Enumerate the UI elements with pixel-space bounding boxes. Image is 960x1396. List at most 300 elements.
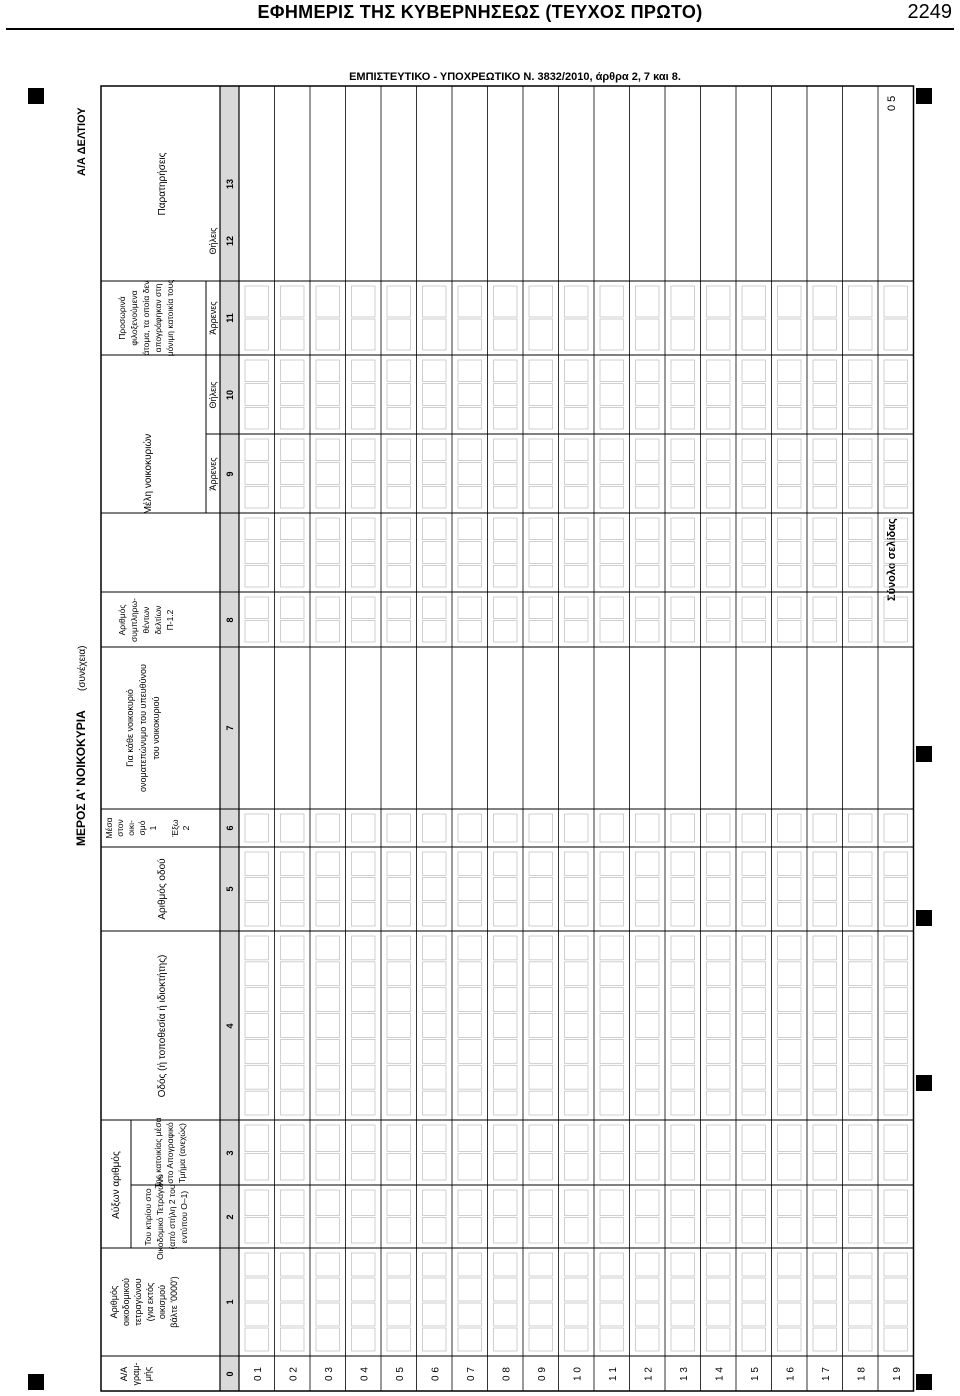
household-census-form bbox=[55, 86, 901, 1391]
entry-box bbox=[707, 962, 731, 986]
table-row-number: 0 6 bbox=[430, 1367, 442, 1381]
header-dwelling-number-text: Τμήμα (ανεχώς) bbox=[177, 1123, 187, 1183]
entry-box bbox=[316, 1065, 340, 1089]
census-form-table bbox=[55, 86, 901, 1391]
entry-box bbox=[423, 565, 447, 587]
entry-box bbox=[565, 1065, 589, 1089]
entry-box bbox=[565, 988, 589, 1012]
entry-box bbox=[281, 1039, 305, 1063]
header-dwelling-number-text: στο Απογραφικό bbox=[165, 1122, 175, 1184]
entry-box bbox=[245, 1039, 269, 1063]
entry-box bbox=[849, 319, 873, 350]
entry-box bbox=[778, 486, 802, 508]
entry-box bbox=[316, 1218, 340, 1244]
entry-box bbox=[565, 518, 589, 540]
entry-box bbox=[671, 384, 695, 406]
entry-box bbox=[281, 439, 305, 461]
entry-box bbox=[281, 597, 305, 619]
entry-box bbox=[600, 962, 624, 986]
header-in-settlement-text: Μέσα bbox=[104, 817, 114, 839]
entry-box bbox=[600, 988, 624, 1012]
entry-box bbox=[742, 1303, 766, 1326]
entry-box bbox=[352, 814, 376, 842]
entry-box bbox=[494, 621, 518, 643]
entry-box bbox=[352, 1253, 376, 1276]
entry-box bbox=[316, 319, 340, 350]
entry-box bbox=[245, 319, 269, 350]
entry-box bbox=[671, 518, 695, 540]
entry-box bbox=[352, 936, 376, 960]
entry-box bbox=[352, 1328, 376, 1351]
entry-box bbox=[245, 962, 269, 986]
entry-box bbox=[707, 463, 731, 485]
entry-box bbox=[742, 962, 766, 986]
entry-box bbox=[281, 486, 305, 508]
entry-box bbox=[742, 988, 766, 1012]
entry-box bbox=[529, 988, 553, 1012]
entry-box bbox=[600, 463, 624, 485]
entry-box bbox=[813, 463, 837, 485]
entry-box bbox=[707, 486, 731, 508]
entry-box bbox=[529, 1328, 553, 1351]
entry-box bbox=[884, 814, 908, 842]
entry-box bbox=[849, 814, 873, 842]
entry-box bbox=[636, 962, 660, 986]
header-in-settlement-text: 2 bbox=[181, 825, 191, 831]
entry-box bbox=[423, 988, 447, 1012]
entry-box bbox=[671, 1065, 695, 1089]
table-row-number: 0 4 bbox=[359, 1367, 371, 1381]
entry-box bbox=[742, 1278, 766, 1301]
entry-box bbox=[458, 1218, 482, 1244]
entry-box bbox=[529, 1154, 553, 1181]
entry-box bbox=[316, 384, 340, 406]
entry-box bbox=[707, 1218, 731, 1244]
entry-box bbox=[387, 286, 411, 317]
entry-box bbox=[565, 384, 589, 406]
column-number: 5 bbox=[225, 886, 235, 892]
entry-box bbox=[778, 319, 802, 350]
page-number: 2249 bbox=[907, 1, 952, 23]
table-row-number: 1 2 bbox=[643, 1367, 655, 1381]
entry-box bbox=[565, 286, 589, 317]
entry-box bbox=[316, 360, 340, 382]
entry-box bbox=[245, 597, 269, 619]
entry-box bbox=[281, 1091, 305, 1115]
registration-marker-top-left bbox=[28, 88, 44, 104]
header-serial-line-text: μής bbox=[143, 1366, 153, 1382]
entry-box bbox=[387, 852, 411, 875]
entry-box bbox=[671, 1190, 695, 1216]
entry-box bbox=[849, 384, 873, 406]
table-row-number: 0 5 bbox=[394, 1367, 406, 1381]
entry-box bbox=[458, 1125, 482, 1152]
entry-box bbox=[671, 1039, 695, 1063]
entry-box bbox=[778, 1190, 802, 1216]
entry-box bbox=[884, 877, 908, 900]
entry-box bbox=[494, 1190, 518, 1216]
confidential-note: ΕΜΠΙΣΤΕΥΤΙΚΟ - ΥΠΟΧΡΕΩΤΙΚΟ Ν. 3832/2010, άρθρα 2, 7 και 8. bbox=[349, 71, 681, 83]
entry-box bbox=[316, 621, 340, 643]
entry-box bbox=[387, 518, 411, 540]
entry-box bbox=[707, 542, 731, 564]
entry-box bbox=[281, 384, 305, 406]
entry-box bbox=[352, 903, 376, 926]
entry-box bbox=[600, 542, 624, 564]
header-temp-guests-text: μόνιμη κατοικία τους bbox=[165, 279, 175, 357]
entry-box bbox=[671, 1328, 695, 1351]
entry-box bbox=[529, 1303, 553, 1326]
entry-box bbox=[245, 1218, 269, 1244]
table-row-number: 1 1 bbox=[607, 1367, 619, 1381]
page-header bbox=[0, 0, 960, 30]
page-total-label: Σύνολο σελίδας bbox=[886, 518, 898, 601]
entry-box bbox=[671, 407, 695, 429]
entry-box bbox=[565, 1218, 589, 1244]
entry-box bbox=[742, 1039, 766, 1063]
entry-box bbox=[316, 286, 340, 317]
entry-box bbox=[707, 1190, 731, 1216]
entry-box bbox=[884, 988, 908, 1012]
entry-box bbox=[387, 1065, 411, 1089]
entry-box bbox=[742, 486, 766, 508]
entry-box bbox=[813, 360, 837, 382]
entry-box bbox=[387, 962, 411, 986]
entry-box bbox=[600, 852, 624, 875]
entry-box bbox=[671, 1154, 695, 1181]
entry-box bbox=[565, 1125, 589, 1152]
entry-box bbox=[316, 1154, 340, 1181]
entry-box bbox=[352, 1154, 376, 1181]
entry-box bbox=[884, 286, 908, 317]
entry-box bbox=[245, 407, 269, 429]
entry-box bbox=[529, 439, 553, 461]
entry-box bbox=[494, 384, 518, 406]
entry-box bbox=[316, 1190, 340, 1216]
entry-box bbox=[778, 814, 802, 842]
header-dwelling-number-text: Της κατοικίας μέσα bbox=[153, 1117, 163, 1189]
entry-box bbox=[884, 1253, 908, 1276]
entry-box bbox=[494, 962, 518, 986]
entry-box bbox=[849, 903, 873, 926]
entry-box bbox=[387, 988, 411, 1012]
entry-box bbox=[671, 486, 695, 508]
entry-box bbox=[884, 407, 908, 429]
entry-box bbox=[316, 877, 340, 900]
entry-box bbox=[352, 565, 376, 587]
entry-box bbox=[494, 565, 518, 587]
entry-box bbox=[884, 1154, 908, 1181]
entry-box bbox=[778, 1303, 802, 1326]
entry-box bbox=[742, 1328, 766, 1351]
entry-box bbox=[849, 360, 873, 382]
entry-box bbox=[849, 1014, 873, 1038]
entry-box bbox=[671, 814, 695, 842]
entry-box bbox=[884, 852, 908, 875]
entry-box bbox=[707, 384, 731, 406]
entry-box bbox=[813, 962, 837, 986]
header-members-males: Άρρενες bbox=[208, 457, 218, 491]
entry-box bbox=[742, 1218, 766, 1244]
entry-box bbox=[352, 1091, 376, 1115]
entry-box bbox=[458, 384, 482, 406]
entry-box bbox=[600, 1039, 624, 1063]
entry-box bbox=[884, 1125, 908, 1152]
entry-box bbox=[813, 1328, 837, 1351]
entry-box bbox=[458, 1039, 482, 1063]
entry-box bbox=[671, 463, 695, 485]
entry-box bbox=[671, 903, 695, 926]
entry-box bbox=[600, 814, 624, 842]
header-street-number-text: Αριθμός οδού bbox=[157, 858, 168, 920]
header-serial-line-text: γραμ- bbox=[131, 1362, 141, 1386]
entry-box bbox=[352, 621, 376, 643]
entry-box bbox=[671, 1125, 695, 1152]
entry-box bbox=[423, 286, 447, 317]
entry-box bbox=[707, 286, 731, 317]
entry-box bbox=[813, 1014, 837, 1038]
entry-box bbox=[387, 1303, 411, 1326]
entry-box bbox=[281, 542, 305, 564]
entry-box bbox=[423, 852, 447, 875]
entry-box bbox=[707, 319, 731, 350]
entry-box bbox=[281, 565, 305, 587]
entry-box bbox=[778, 988, 802, 1012]
entry-box bbox=[423, 936, 447, 960]
entry-box bbox=[316, 814, 340, 842]
entry-box bbox=[387, 319, 411, 350]
column-number: 1 bbox=[225, 1299, 235, 1305]
entry-box bbox=[742, 384, 766, 406]
entry-box bbox=[387, 877, 411, 900]
entry-box bbox=[281, 407, 305, 429]
entry-box bbox=[778, 1154, 802, 1181]
entry-box bbox=[778, 565, 802, 587]
entry-box bbox=[458, 1091, 482, 1115]
entry-box bbox=[529, 486, 553, 508]
entry-box bbox=[600, 286, 624, 317]
entry-box bbox=[352, 1039, 376, 1063]
entry-box bbox=[813, 565, 837, 587]
entry-box bbox=[281, 286, 305, 317]
entry-box bbox=[778, 1091, 802, 1115]
entry-box bbox=[316, 597, 340, 619]
entry-box bbox=[529, 463, 553, 485]
table-row-number: 1 6 bbox=[785, 1367, 797, 1381]
entry-box bbox=[565, 1091, 589, 1115]
entry-box bbox=[387, 407, 411, 429]
entry-box bbox=[529, 1253, 553, 1276]
entry-box bbox=[671, 565, 695, 587]
entry-box bbox=[494, 936, 518, 960]
entry-box bbox=[245, 1253, 269, 1276]
entry-box bbox=[458, 1278, 482, 1301]
entry-box bbox=[352, 877, 376, 900]
entry-box bbox=[281, 1253, 305, 1276]
entry-box bbox=[423, 814, 447, 842]
entry-box bbox=[742, 407, 766, 429]
entry-box bbox=[849, 621, 873, 643]
entry-box bbox=[352, 486, 376, 508]
entry-box bbox=[636, 1218, 660, 1244]
entry-box bbox=[316, 1253, 340, 1276]
entry-box bbox=[636, 1253, 660, 1276]
entry-box bbox=[813, 1218, 837, 1244]
entry-box bbox=[529, 1065, 553, 1089]
entry-box bbox=[423, 463, 447, 485]
entry-box bbox=[707, 597, 731, 619]
entry-box bbox=[778, 903, 802, 926]
entry-box bbox=[458, 988, 482, 1012]
entry-box bbox=[778, 1065, 802, 1089]
entry-box bbox=[884, 903, 908, 926]
entry-box bbox=[423, 1154, 447, 1181]
entry-box bbox=[316, 565, 340, 587]
entry-box bbox=[423, 1014, 447, 1038]
entry-box bbox=[565, 439, 589, 461]
entry-box bbox=[600, 1253, 624, 1276]
entry-box bbox=[352, 1125, 376, 1152]
header-temp-guests-text: φιλοξενούμενα bbox=[129, 290, 139, 346]
entry-box bbox=[636, 463, 660, 485]
entry-box bbox=[600, 877, 624, 900]
entry-box bbox=[529, 384, 553, 406]
entry-box bbox=[281, 1190, 305, 1216]
entry-box bbox=[565, 1039, 589, 1063]
entry-box bbox=[494, 439, 518, 461]
entry-box bbox=[529, 1190, 553, 1216]
entry-box bbox=[884, 621, 908, 643]
entry-box bbox=[458, 1253, 482, 1276]
entry-box bbox=[849, 1091, 873, 1115]
entry-box bbox=[813, 1278, 837, 1301]
entry-box bbox=[636, 1190, 660, 1216]
entry-box bbox=[707, 936, 731, 960]
entry-box bbox=[423, 319, 447, 350]
entry-box bbox=[316, 988, 340, 1012]
entry-box bbox=[813, 936, 837, 960]
entry-box bbox=[494, 852, 518, 875]
entry-box bbox=[316, 1039, 340, 1063]
entry-box bbox=[458, 621, 482, 643]
entry-box bbox=[494, 463, 518, 485]
entry-box bbox=[494, 988, 518, 1012]
entry-box bbox=[884, 1065, 908, 1089]
entry-box bbox=[565, 486, 589, 508]
entry-box bbox=[387, 936, 411, 960]
entry-box bbox=[671, 1278, 695, 1301]
entry-box bbox=[849, 286, 873, 317]
column-number: 0 bbox=[225, 1371, 235, 1377]
entry-box bbox=[387, 1039, 411, 1063]
entry-box bbox=[387, 1190, 411, 1216]
entry-box bbox=[707, 1039, 731, 1063]
entry-box bbox=[565, 814, 589, 842]
entry-box bbox=[884, 1091, 908, 1115]
entry-box bbox=[423, 621, 447, 643]
entry-box bbox=[458, 1190, 482, 1216]
column-number: 3 bbox=[225, 1150, 235, 1156]
entry-box bbox=[281, 463, 305, 485]
entry-box bbox=[529, 319, 553, 350]
entry-box bbox=[742, 1014, 766, 1038]
entry-box bbox=[458, 319, 482, 350]
entry-box bbox=[813, 486, 837, 508]
entry-box bbox=[387, 384, 411, 406]
entry-box bbox=[600, 1065, 624, 1089]
entry-box bbox=[245, 877, 269, 900]
entry-box bbox=[352, 286, 376, 317]
entry-box bbox=[423, 1278, 447, 1301]
entry-box bbox=[849, 962, 873, 986]
entry-box bbox=[245, 518, 269, 540]
header-serial-line-text: Α/Α bbox=[119, 1366, 129, 1382]
entry-box bbox=[849, 936, 873, 960]
entry-box bbox=[742, 518, 766, 540]
entry-box bbox=[423, 1039, 447, 1063]
entry-box bbox=[423, 407, 447, 429]
entry-box bbox=[387, 463, 411, 485]
entry-box bbox=[352, 1065, 376, 1089]
column-number: 10 bbox=[225, 389, 235, 401]
header-building-number-text: Οικοδομικό Τετράγωνο bbox=[155, 1174, 165, 1260]
entry-box bbox=[565, 1328, 589, 1351]
entry-box bbox=[778, 360, 802, 382]
entry-box bbox=[529, 1091, 553, 1115]
entry-box bbox=[884, 360, 908, 382]
entry-box bbox=[636, 384, 660, 406]
entry-box bbox=[636, 286, 660, 317]
entry-box bbox=[671, 1091, 695, 1115]
entry-box bbox=[565, 936, 589, 960]
registration-marker-right-2 bbox=[916, 910, 932, 926]
rotated-form-wrapper bbox=[55, 86, 901, 1391]
entry-box bbox=[387, 621, 411, 643]
entry-box bbox=[636, 903, 660, 926]
entry-box bbox=[458, 486, 482, 508]
table-row-number: 0 2 bbox=[288, 1367, 300, 1381]
entry-box bbox=[742, 565, 766, 587]
entry-box bbox=[565, 1278, 589, 1301]
entry-box bbox=[245, 1190, 269, 1216]
entry-box bbox=[245, 814, 269, 842]
gazette-title: ΕΦΗΜΕΡΙΣ ΤΗΣ ΚΥΒΕΡΝΗΣΕΩΣ (ΤΕΥΧΟΣ ΠΡΩΤΟ) bbox=[257, 2, 703, 22]
entry-box bbox=[671, 542, 695, 564]
entry-box bbox=[565, 1154, 589, 1181]
page-code: 0 5 bbox=[886, 95, 898, 111]
entry-box bbox=[423, 384, 447, 406]
entry-box bbox=[813, 439, 837, 461]
entry-box bbox=[352, 384, 376, 406]
entry-box bbox=[884, 936, 908, 960]
entry-box bbox=[316, 1125, 340, 1152]
entry-box bbox=[707, 988, 731, 1012]
entry-box bbox=[849, 518, 873, 540]
entry-box bbox=[281, 1065, 305, 1089]
entry-box bbox=[707, 814, 731, 842]
entry-box bbox=[494, 1253, 518, 1276]
entry-box bbox=[600, 1014, 624, 1038]
entry-box bbox=[778, 463, 802, 485]
entry-box bbox=[884, 1303, 908, 1326]
entry-box bbox=[458, 597, 482, 619]
header-members-females: Θήλεις bbox=[208, 381, 218, 409]
header-members-text: Μέλη νοικοκυριών bbox=[143, 433, 154, 515]
column-number: 6 bbox=[225, 825, 235, 831]
entry-box bbox=[707, 1091, 731, 1115]
entry-box bbox=[423, 597, 447, 619]
entry-box bbox=[778, 439, 802, 461]
